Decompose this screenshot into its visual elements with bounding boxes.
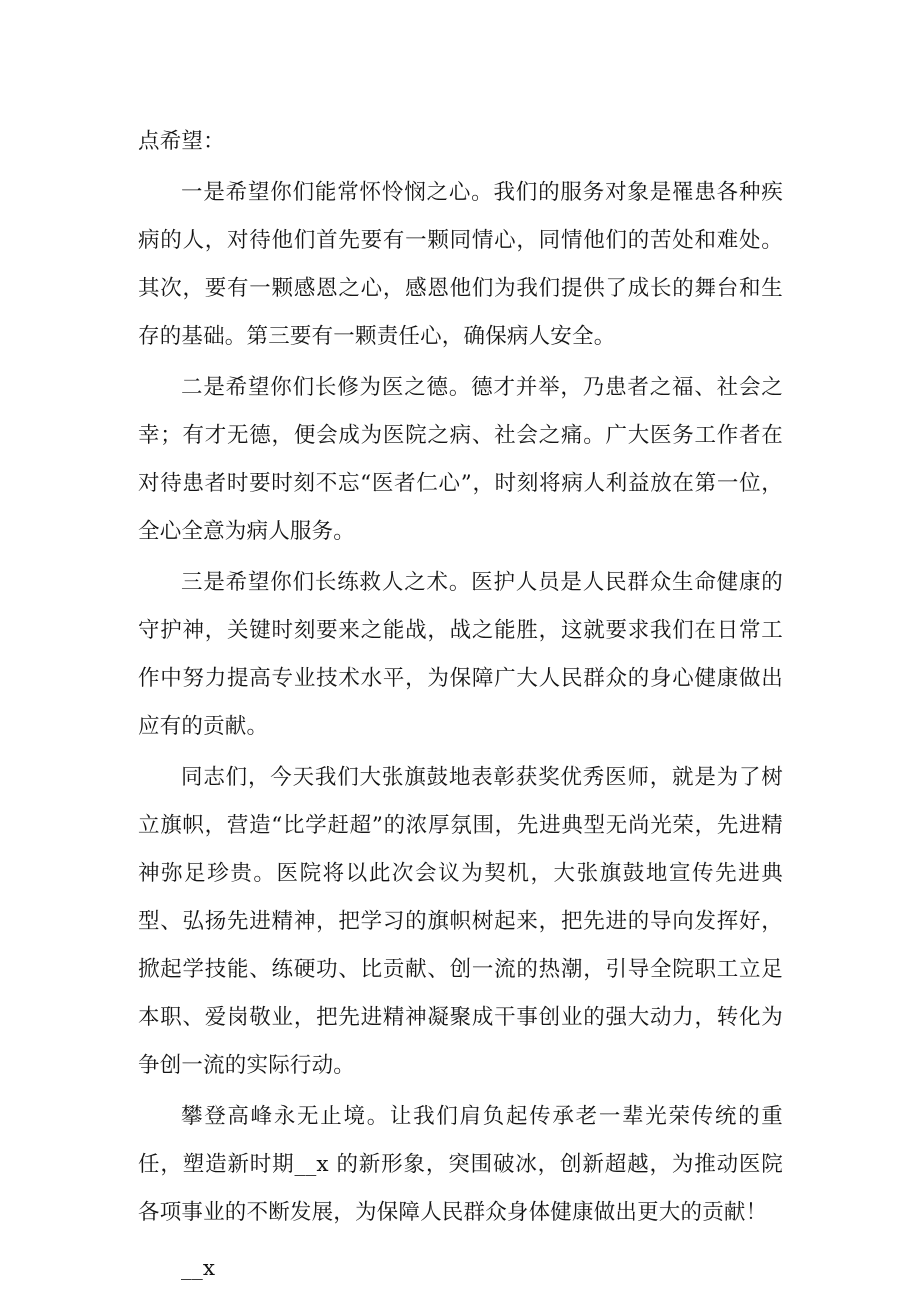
paragraph-hope-three: 三是希望你们长练救人之术。医护人员是人民群众生命健康的守护神，关键时刻要来之能战，战之能胜，这就要求我们在日常工作中努力提高专业技术水平，为保障广大人民群众的身心健康做出应有的贡献。	[138, 570, 783, 739]
signature: __x	[181, 1256, 216, 1281]
paragraph-intro: 点希望：	[138, 129, 225, 154]
paragraph-hope-one: 一是希望你们能常怀怜悯之心。我们的服务对象是罹患各种疾病的人，对待他们首先要有一颗同情心，同情他们的苦处和难处。其次，要有一颗感恩之心，感恩他们为我们提供了成长的舞台和生存的基础。第三要有一颗责任心，确保病人安全。	[138, 180, 783, 349]
paragraph-hope-two: 二是希望你们长修为医之德。德才并举，乃患者之福、社会之幸；有才无德，便会成为医院之病、社会之痛。广大医务工作者在对待患者时要时刻不忘“医者仁心”，时刻将病人利益放在第一位，全心全意为病人服务。	[138, 375, 783, 544]
paragraph-comrades: 同志们，今天我们大张旗鼓地表彰获奖优秀医师，就是为了树立旗帜，营造“比学赶超”的浓厚氛围，先进典型无尚光荣，先进精神弥足珍贵。医院将以此次会议为契机，大张旗鼓地宣传先进典型、弘扬先进精神，把学习的旗帜树起来，把先进的导向发挥好，掀起学技能、练硬功、比贡献、创一流的热潮，引导全院职工立足本职、爱岗敬业，把先进精神凝聚成干事创业的强大动力，转化为争创一流的实际行动。	[138, 765, 783, 1078]
paragraph-closing: 攀登高峰永无止境。让我们肩负起传承老一辈光荣传统的重任，塑造新时期__x 的新形象，突围破冰，创新超越，为推动医院各项事业的不断发展，为保障人民群众身体健康做出更大的贡献！	[138, 1104, 783, 1225]
document-body	[138, 118, 783, 1296]
